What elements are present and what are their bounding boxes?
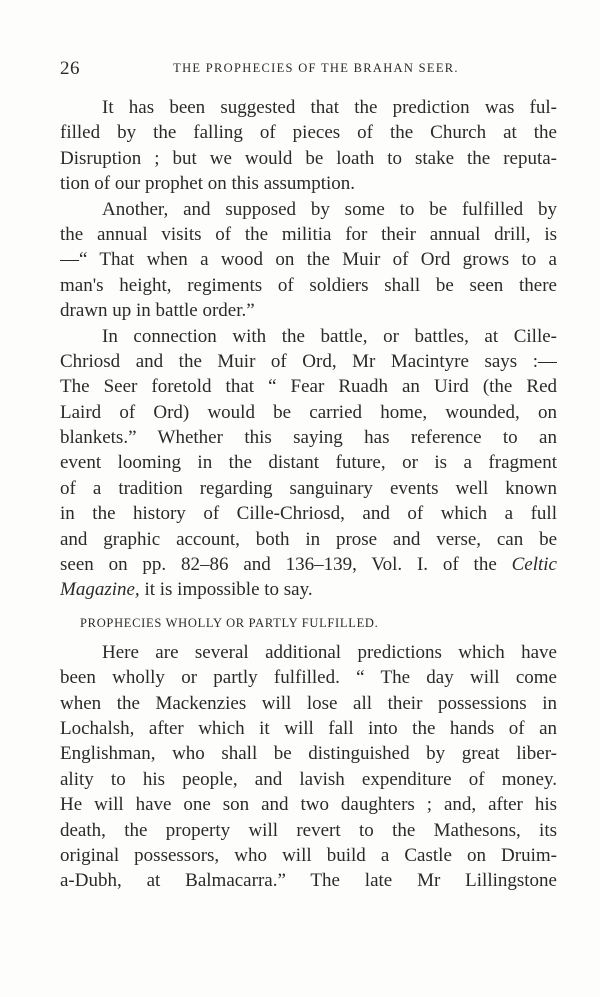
text-line: tion of our prophet on this assumption. [60, 173, 356, 195]
text-line: —“ That when a wood on the Muir of Ord grows to a [60, 249, 557, 271]
text-line: He will have one son and two daughters ; and, after his [60, 794, 557, 816]
text-line: ality to his people, and lavish expenditure of money. [60, 768, 557, 790]
running-title: THE PROPHECIES OF THE BRAHAN SEER. [173, 61, 459, 75]
text-line: drawn up in battle order.” [60, 300, 255, 322]
text-line: death, the property will revert to the Mathesons, its [60, 819, 557, 841]
text-line: been wholly or partly fulfilled. “ The day will come [60, 667, 557, 689]
text-line: the annual visits of the militia for their annual drill, is [60, 223, 557, 245]
text-line: in the history of Cille-Chriosd, and of which a full [60, 503, 557, 525]
text-line: event looming in the distant future, or is a fragment [60, 452, 557, 474]
text-line: Another, and supposed by some to be fulfilled by [102, 198, 557, 220]
text-line: original possessors, who will build a Castle on Druim- [60, 844, 557, 866]
text-line: The Seer foretold that “ Fear Ruadh an Uird (the Red [60, 376, 557, 398]
text-line-part: seen on pp. 82–86 and 136–139, Vol. I. of the [60, 554, 497, 576]
text-line: In connection with the battle, or battles, at Cille- [102, 325, 557, 347]
text-line: of a tradition regarding sanguinary events well known [60, 477, 557, 499]
body-text [60, 95, 557, 894]
text-line: blankets.” Whether this saying has reference to an [60, 427, 557, 449]
text-line: Lochalsh, after which it will fall into the hands of an [60, 717, 557, 739]
text-line: Englishman, who shall be distinguished by great liber- [60, 743, 557, 765]
italic-title-part: Magazine, [60, 579, 140, 601]
text-line [60, 577, 557, 602]
text-line: when the Mackenzies will lose all their possessions in [60, 692, 557, 714]
italic-title-part: Celtic [511, 554, 557, 576]
text-line: Here are several additional predictions which have [102, 641, 557, 663]
text-line: Chriosd and the Muir of Ord, Mr Macintyre says :— [60, 350, 557, 372]
text-line: filled by the falling of pieces of the Church at the [60, 122, 557, 144]
text-line: a-Dubh, at Balmacarra.” The late Mr Lillingstone [60, 870, 557, 892]
text-line: and graphic account, both in prose and verse, can be [60, 528, 557, 550]
section-heading: PROPHECIES WHOLLY OR PARTLY FULFILLED. [80, 615, 379, 630]
text-line [60, 552, 557, 577]
text-line: man's height, regiments of soldiers shall be seen there [60, 274, 557, 296]
text-line-part: it is impossible to say. [139, 579, 313, 601]
text-line: Disruption ; but we would be loath to stake the reputa- [60, 147, 557, 169]
text-line: It has been suggested that the prediction was ful- [102, 97, 557, 118]
running-header [60, 58, 556, 82]
text-line: Laird of Ord) would be carried home, wounded, on [60, 401, 557, 423]
page-number: 26 [60, 58, 80, 79]
